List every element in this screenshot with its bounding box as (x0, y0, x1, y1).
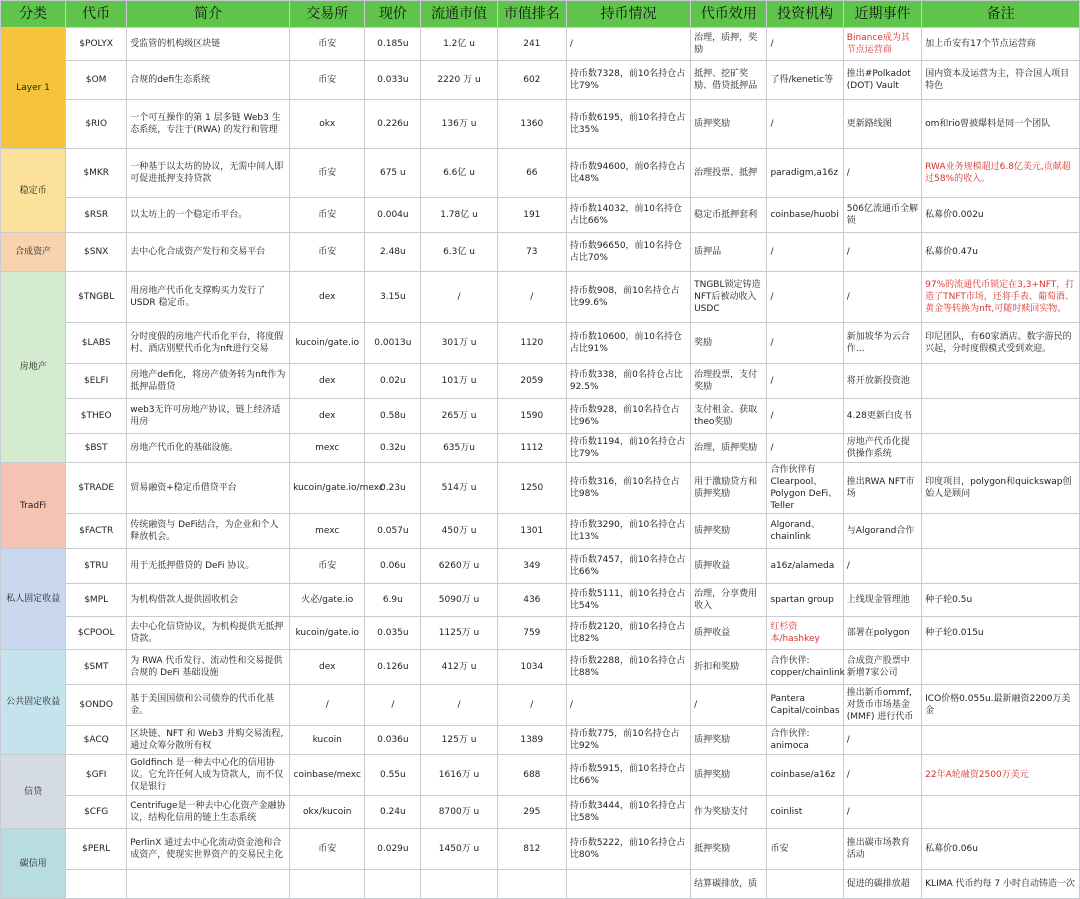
holders-cell: 持币数94600，前0名持仓占比48% (566, 149, 690, 198)
token-cell: $RSR (66, 198, 127, 233)
holders-cell: 持币数5111，前10名持仓占比54% (566, 584, 690, 617)
header-token: 代币 (66, 1, 127, 28)
rank-cell: 1250 (497, 463, 566, 514)
exchange-cell: 币安 (290, 233, 365, 272)
investors-cell: 了得/kenetic等 (767, 61, 843, 100)
utility-cell: 支付租金、获取theo奖励 (691, 399, 767, 434)
price-cell: 0.057u (365, 514, 421, 549)
token-cell: $SNX (66, 233, 127, 272)
intro-cell: 传统融资与 DeFi结合，为企业和个人释放机会。 (127, 514, 290, 549)
intro-cell: 去中心化合成资产发行和交易平台 (127, 233, 290, 272)
mcap-cell: 136万 u (421, 100, 497, 149)
investors-cell: / (767, 399, 843, 434)
holders-cell: 持币数928，前10名持仓占比96% (566, 399, 690, 434)
table-row (1, 364, 1080, 399)
investors-cell: 红杉资本/hashkey (767, 617, 843, 650)
table-row (1, 272, 1080, 323)
header-rank: 市值排名 (497, 1, 566, 28)
mcap-cell: 8700万 u (421, 796, 497, 829)
utility-cell: 质押奖励 (691, 100, 767, 149)
mcap-cell (421, 870, 497, 899)
events-cell: 房地产代币化提供操作系统 (843, 434, 921, 463)
header-market-cap: 流通市值 (421, 1, 497, 28)
token-cell: $TNGBL (66, 272, 127, 323)
header-holders: 持币情况 (566, 1, 690, 28)
token-cell: $SMT (66, 650, 127, 685)
mcap-cell: 6.6亿 u (421, 149, 497, 198)
table-row (1, 650, 1080, 685)
mcap-cell: 1450万 u (421, 829, 497, 870)
price-cell: 0.004u (365, 198, 421, 233)
rank-cell: 1360 (497, 100, 566, 149)
token-cell: $THEO (66, 399, 127, 434)
holders-cell: 持币数10600，前10名持仓占比91% (566, 323, 690, 364)
price-cell: 0.036u (365, 726, 421, 755)
events-cell: / (843, 272, 921, 323)
utility-cell: 抵押奖励 (691, 829, 767, 870)
holders-cell: 持币数1194，前10名持仓占比79% (566, 434, 690, 463)
token-cell: $ONDO (66, 685, 127, 726)
rank-cell: 812 (497, 829, 566, 870)
mcap-cell: 101万 u (421, 364, 497, 399)
exchange-cell: 币安 (290, 149, 365, 198)
rank-cell: 73 (497, 233, 566, 272)
holders-cell: 持币数3290，前10名持仓占比13% (566, 514, 690, 549)
holders-cell: 持币数775，前10名持仓占比92% (566, 726, 690, 755)
notes-cell (922, 514, 1080, 549)
investors-cell: / (767, 100, 843, 149)
notes-cell (922, 399, 1080, 434)
table-row (1, 726, 1080, 755)
header-intro: 简介 (127, 1, 290, 28)
table-row (1, 198, 1080, 233)
mcap-cell: 412万 u (421, 650, 497, 685)
notes-cell: 私募价0.47u (922, 233, 1080, 272)
notes-cell (922, 364, 1080, 399)
price-cell: 6.9u (365, 584, 421, 617)
exchange-cell: / (290, 685, 365, 726)
exchange-cell: kucoin/gate.io (290, 323, 365, 364)
mcap-cell: 450万 u (421, 514, 497, 549)
holders-cell: 持币数2120，前10名持仓占比82% (566, 617, 690, 650)
notes-cell: RWA业务规模超过6.8亿美元,贡献超过58%的收入。 (922, 149, 1080, 198)
exchange-cell: 币安 (290, 549, 365, 584)
intro-cell: 区块链、NFT 和 Web3 并购交易流程,通过众筹分散所有权 (127, 726, 290, 755)
intro-cell: 房地产代币化的基础设施。 (127, 434, 290, 463)
table-row (1, 28, 1080, 61)
rank-cell: 1112 (497, 434, 566, 463)
holders-cell: 持币数908，前10名持仓占比99.6% (566, 272, 690, 323)
notes-cell (922, 434, 1080, 463)
table-row (1, 323, 1080, 364)
header-utility: 代币效用 (691, 1, 767, 28)
intro-cell: 一个可互操作的第 1 层多链 Web3 生态系统，专注于(RWA) 的发行和管理 (127, 100, 290, 149)
utility-cell: 质押品 (691, 233, 767, 272)
table-row (1, 233, 1080, 272)
header-row (1, 1, 1080, 28)
table-row (1, 829, 1080, 870)
investors-cell: a16z/alameda (767, 549, 843, 584)
table-row (1, 685, 1080, 726)
token-cell: $CPOOL (66, 617, 127, 650)
notes-cell: om和rio曾被爆料是同一个团队 (922, 100, 1080, 149)
price-cell: 0.23u (365, 463, 421, 514)
category-cell: 合成资产 (1, 233, 66, 272)
header-exchange: 交易所 (290, 1, 365, 28)
exchange-cell: dex (290, 364, 365, 399)
mcap-cell: 1.2亿 u (421, 28, 497, 61)
rank-cell: 1301 (497, 514, 566, 549)
investors-cell: Pantera Capital/coinbas (767, 685, 843, 726)
exchange-cell: kucoin/gate.io (290, 617, 365, 650)
investors-cell: / (767, 233, 843, 272)
mcap-cell: / (421, 685, 497, 726)
price-cell: 2.48u (365, 233, 421, 272)
utility-cell: 治理投票，支付奖励 (691, 364, 767, 399)
utility-cell: 奖励 (691, 323, 767, 364)
investors-cell: coinlist (767, 796, 843, 829)
notes-cell: 22年A轮融资2500万美元 (922, 755, 1080, 796)
exchange-cell: kucoin (290, 726, 365, 755)
events-cell: / (843, 549, 921, 584)
price-cell: 675 u (365, 149, 421, 198)
intro-cell: Centrifuge是一种去中心化资产金融协议，结构化信用的链上生态系统 (127, 796, 290, 829)
rank-cell (497, 870, 566, 899)
holders-cell: 持币数338，前0名持仓占比92.5% (566, 364, 690, 399)
notes-cell (922, 796, 1080, 829)
events-cell: / (843, 796, 921, 829)
token-cell: $POLYX (66, 28, 127, 61)
category-cell: Layer 1 (1, 28, 66, 149)
utility-cell: 结算碳排放，质 (691, 870, 767, 899)
token-cell: $TRU (66, 549, 127, 584)
events-cell: / (843, 726, 921, 755)
exchange-cell: mexc (290, 434, 365, 463)
utility-cell: 治理，质押，奖励 (691, 28, 767, 61)
utility-cell: 用于激励贷方和质押奖励 (691, 463, 767, 514)
utility-cell: 治理投票、抵押 (691, 149, 767, 198)
header-events: 近期事件 (843, 1, 921, 28)
token-cell: $MKR (66, 149, 127, 198)
exchange-cell: okx/kucoin (290, 796, 365, 829)
token-cell: $GFI (66, 755, 127, 796)
rank-cell: / (497, 685, 566, 726)
rank-cell: 66 (497, 149, 566, 198)
exchange-cell: dex (290, 272, 365, 323)
utility-cell: / (691, 685, 767, 726)
events-cell: 更新路线图 (843, 100, 921, 149)
notes-cell: 97%的流通代币锁定在3,3+NFT，打造了TNFT市场，还将手表、葡萄酒、黄金等转换为nft,可随时赎回实物。 (922, 272, 1080, 323)
rank-cell: / (497, 272, 566, 323)
investors-cell: 合作伙伴有Clearpool、Polygon DeFi、Teller (767, 463, 843, 514)
rank-cell: 295 (497, 796, 566, 829)
token-cell: $TRADE (66, 463, 127, 514)
events-cell: 推出RWA NFT市场 (843, 463, 921, 514)
table-row (1, 434, 1080, 463)
holders-cell: 持币数96650，前10名持仓占比70% (566, 233, 690, 272)
price-cell: / (365, 685, 421, 726)
category-cell: 信贷 (1, 755, 66, 829)
holders-cell: 持币数5915，前10名持仓占比66% (566, 755, 690, 796)
utility-cell: TNGBL锁定铸造NFT后被动收入USDC (691, 272, 767, 323)
utility-cell: 质押奖励 (691, 514, 767, 549)
notes-cell: 国内资本及运营为主，符合国人项目特色 (922, 61, 1080, 100)
holders-cell: / (566, 685, 690, 726)
utility-cell: 治理，分享费用收入 (691, 584, 767, 617)
investors-cell: spartan group (767, 584, 843, 617)
rank-cell: 1590 (497, 399, 566, 434)
rank-cell: 241 (497, 28, 566, 61)
events-cell: 上线现金管理池 (843, 584, 921, 617)
intro-cell: 贸易融资+稳定币借贷平台 (127, 463, 290, 514)
utility-cell: 作为奖励支付 (691, 796, 767, 829)
token-cell: $FACTR (66, 514, 127, 549)
mcap-cell: 5090万 u (421, 584, 497, 617)
table-row (1, 584, 1080, 617)
events-cell: / (843, 755, 921, 796)
notes-cell: 私募价0.06u (922, 829, 1080, 870)
holders-cell: 持币数7457，前10名持仓占比66% (566, 549, 690, 584)
token-cell: $LABS (66, 323, 127, 364)
table-row (1, 796, 1080, 829)
rank-cell: 1389 (497, 726, 566, 755)
price-cell: 0.24u (365, 796, 421, 829)
category-cell: 私人固定收益 (1, 549, 66, 650)
events-cell: 与Algorand合作 (843, 514, 921, 549)
investors-cell: / (767, 272, 843, 323)
utility-cell: 质押收益 (691, 617, 767, 650)
token-cell: $BST (66, 434, 127, 463)
events-cell: / (843, 233, 921, 272)
table-row (1, 755, 1080, 796)
notes-cell (922, 549, 1080, 584)
exchange-cell: 币安 (290, 28, 365, 61)
investors-cell: / (767, 28, 843, 61)
mcap-cell: 265万 u (421, 399, 497, 434)
events-cell: Binance成为其节点运营商 (843, 28, 921, 61)
price-cell: 0.033u (365, 61, 421, 100)
token-cell: $MPL (66, 584, 127, 617)
investors-cell (767, 870, 843, 899)
table-row (1, 149, 1080, 198)
utility-cell: 治理，质押奖励 (691, 434, 767, 463)
intro-cell: 合规的defi生态系统 (127, 61, 290, 100)
rank-cell: 759 (497, 617, 566, 650)
investors-cell: coinbase/huobi (767, 198, 843, 233)
rank-cell: 688 (497, 755, 566, 796)
price-cell: 0.58u (365, 399, 421, 434)
header-price: 现价 (365, 1, 421, 28)
utility-cell: 稳定币抵押套利 (691, 198, 767, 233)
token-cell (66, 870, 127, 899)
exchange-cell: dex (290, 399, 365, 434)
exchange-cell: coinbase/mexc (290, 755, 365, 796)
utility-cell: 抵押、挖矿奖励、借贷抵押品 (691, 61, 767, 100)
holders-cell: 持币数316，前10名持仓占比98% (566, 463, 690, 514)
intro-cell (127, 870, 290, 899)
utility-cell: 质押奖励 (691, 755, 767, 796)
intro-cell: 去中心化信贷协议，为机构提供无抵押贷款。 (127, 617, 290, 650)
events-cell: / (843, 149, 921, 198)
events-cell: 4.28更新白皮书 (843, 399, 921, 434)
intro-cell: 受监管的机构级区块链 (127, 28, 290, 61)
rank-cell: 191 (497, 198, 566, 233)
mcap-cell: 1.78亿 u (421, 198, 497, 233)
category-cell: TradFi (1, 463, 66, 549)
intro-cell: Goldfinch 是一种去中心化的信用协议。它允许任何人成为贷款人，而不仅仅是银行 (127, 755, 290, 796)
notes-cell (922, 726, 1080, 755)
mcap-cell: 125万 u (421, 726, 497, 755)
investors-cell: / (767, 364, 843, 399)
table-row (1, 617, 1080, 650)
table-row (1, 514, 1080, 549)
mcap-cell: 6.3亿 u (421, 233, 497, 272)
price-cell: 3.15u (365, 272, 421, 323)
rank-cell: 1120 (497, 323, 566, 364)
events-cell: 推出碳市场教育活动 (843, 829, 921, 870)
price-cell (365, 870, 421, 899)
investors-cell: 合作伙伴: animoca (767, 726, 843, 755)
intro-cell: 用房地产代币化支撑购买力发行了USDR 稳定币。 (127, 272, 290, 323)
exchange-cell (290, 870, 365, 899)
notes-cell: 种子轮0.5u (922, 584, 1080, 617)
mcap-cell: 1616万 u (421, 755, 497, 796)
category-cell: 公共固定收益 (1, 650, 66, 755)
header-category: 分类 (1, 1, 66, 28)
table-row (1, 399, 1080, 434)
price-cell: 0.226u (365, 100, 421, 149)
notes-cell: 加上币安有17个节点运营商 (922, 28, 1080, 61)
investors-cell: / (767, 434, 843, 463)
notes-cell: 私募价0.002u (922, 198, 1080, 233)
investors-cell: 合作伙伴: copper/chainlink (767, 650, 843, 685)
price-cell: 0.035u (365, 617, 421, 650)
notes-cell: 印度项目，polygon和quickswap创始人是顾问 (922, 463, 1080, 514)
mcap-cell: 6260万 u (421, 549, 497, 584)
notes-cell: ICO价格0.055u.最新融资2200万美金 (922, 685, 1080, 726)
events-cell: 部署在polygon (843, 617, 921, 650)
exchange-cell: okx (290, 100, 365, 149)
events-cell: 推出#Polkadot (DOT) Vault (843, 61, 921, 100)
investors-cell: 币安 (767, 829, 843, 870)
exchange-cell: mexc (290, 514, 365, 549)
intro-cell: 分时度假的房地产代币化平台，将度假村、酒店别墅代币化为nft进行交易 (127, 323, 290, 364)
mcap-cell: 514万 u (421, 463, 497, 514)
holders-cell: 持币数2288，前10名持仓占比88% (566, 650, 690, 685)
holders-cell: 持币数5222，前10名持仓占比80% (566, 829, 690, 870)
exchange-cell: kucoin/gate.io/mexc (290, 463, 365, 514)
table-row (1, 61, 1080, 100)
mcap-cell: / (421, 272, 497, 323)
token-cell: $ACQ (66, 726, 127, 755)
rank-cell: 349 (497, 549, 566, 584)
rank-cell: 602 (497, 61, 566, 100)
table-row (1, 549, 1080, 584)
mcap-cell: 635万u (421, 434, 497, 463)
notes-cell: 种子轮0.015u (922, 617, 1080, 650)
intro-cell: 以太坊上的一个稳定币平台。 (127, 198, 290, 233)
intro-cell: 为 RWA 代币发行、流动性和交易提供合规的 DeFi 基础设施 (127, 650, 290, 685)
investors-cell: Algorand、chainlink (767, 514, 843, 549)
intro-cell: web3无许可房地产协议，链上经济适用房 (127, 399, 290, 434)
category-cell: 房地产 (1, 272, 66, 463)
investors-cell: paradigm,a16z (767, 149, 843, 198)
table-row (1, 870, 1080, 899)
holders-cell (566, 870, 690, 899)
exchange-cell: 币安 (290, 198, 365, 233)
events-cell: 合成资产股票中新增7家公司 (843, 650, 921, 685)
price-cell: 0.126u (365, 650, 421, 685)
price-cell: 0.32u (365, 434, 421, 463)
holders-cell: 持币数14032，前10名持仓占比66% (566, 198, 690, 233)
rank-cell: 2059 (497, 364, 566, 399)
intro-cell: PerlinX 通过去中心化流动资金池和合成资产，使现实世界资产的交易民主化 (127, 829, 290, 870)
events-cell: 将开放新投资池 (843, 364, 921, 399)
token-cell: $RIO (66, 100, 127, 149)
token-cell: $CFG (66, 796, 127, 829)
intro-cell: 用于无抵押借贷的 DeFi 协议。 (127, 549, 290, 584)
notes-cell: 印尼团队，有60家酒店。数字游民的兴起，分时度假模式受到欢迎。 (922, 323, 1080, 364)
investors-cell: coinbase/a16z (767, 755, 843, 796)
price-cell: 0.029u (365, 829, 421, 870)
header-notes: 备注 (922, 1, 1080, 28)
category-cell: 碳信用 (1, 829, 66, 899)
rank-cell: 1034 (497, 650, 566, 685)
exchange-cell: dex (290, 650, 365, 685)
price-cell: 0.06u (365, 549, 421, 584)
utility-cell: 折扣和奖励 (691, 650, 767, 685)
table-row (1, 463, 1080, 514)
intro-cell: 为机构借款人提供固收机会 (127, 584, 290, 617)
token-cell: $PERL (66, 829, 127, 870)
events-cell: 新加坡华为云合作… (843, 323, 921, 364)
holders-cell: 持币数3444，前10名持仓占比58% (566, 796, 690, 829)
utility-cell: 质押收益 (691, 549, 767, 584)
mcap-cell: 301万 u (421, 323, 497, 364)
token-cell: $OM (66, 61, 127, 100)
exchange-cell: 币安 (290, 61, 365, 100)
investors-cell: / (767, 323, 843, 364)
category-cell: 稳定币 (1, 149, 66, 233)
table-row (1, 100, 1080, 149)
exchange-cell: 币安 (290, 829, 365, 870)
token-cell: $ELFI (66, 364, 127, 399)
intro-cell: 房地产defi化，将房产债务转为nft作为抵押品借贷 (127, 364, 290, 399)
price-cell: 0.02u (365, 364, 421, 399)
intro-cell: 一种基于以太坊的协议，无需中间人即可促进抵押支持贷款 (127, 149, 290, 198)
price-cell: 0.55u (365, 755, 421, 796)
price-cell: 0.185u (365, 28, 421, 61)
holders-cell: 持币数7328，前10名持仓占比79% (566, 61, 690, 100)
mcap-cell: 2220 万 u (421, 61, 497, 100)
events-cell: 506亿流通币全解锁 (843, 198, 921, 233)
notes-cell: KLIMA 代币约每 7 小时自动铸造一次 (922, 870, 1080, 899)
holders-cell: / (566, 28, 690, 61)
notes-cell (922, 650, 1080, 685)
holders-cell: 持币数6195，前10名持仓占比35% (566, 100, 690, 149)
intro-cell: 基于美国国债和公司债券的代币化基金。 (127, 685, 290, 726)
events-cell: 促进的碳排放超 (843, 870, 921, 899)
rank-cell: 436 (497, 584, 566, 617)
price-cell: 0.0013u (365, 323, 421, 364)
header-investors: 投资机构 (767, 1, 843, 28)
mcap-cell: 1125万 u (421, 617, 497, 650)
events-cell: 推出新币ommf,对货币市场基金(MMF) 进行代币 (843, 685, 921, 726)
exchange-cell: 火必/gate.io (290, 584, 365, 617)
utility-cell: 质押奖励 (691, 726, 767, 755)
